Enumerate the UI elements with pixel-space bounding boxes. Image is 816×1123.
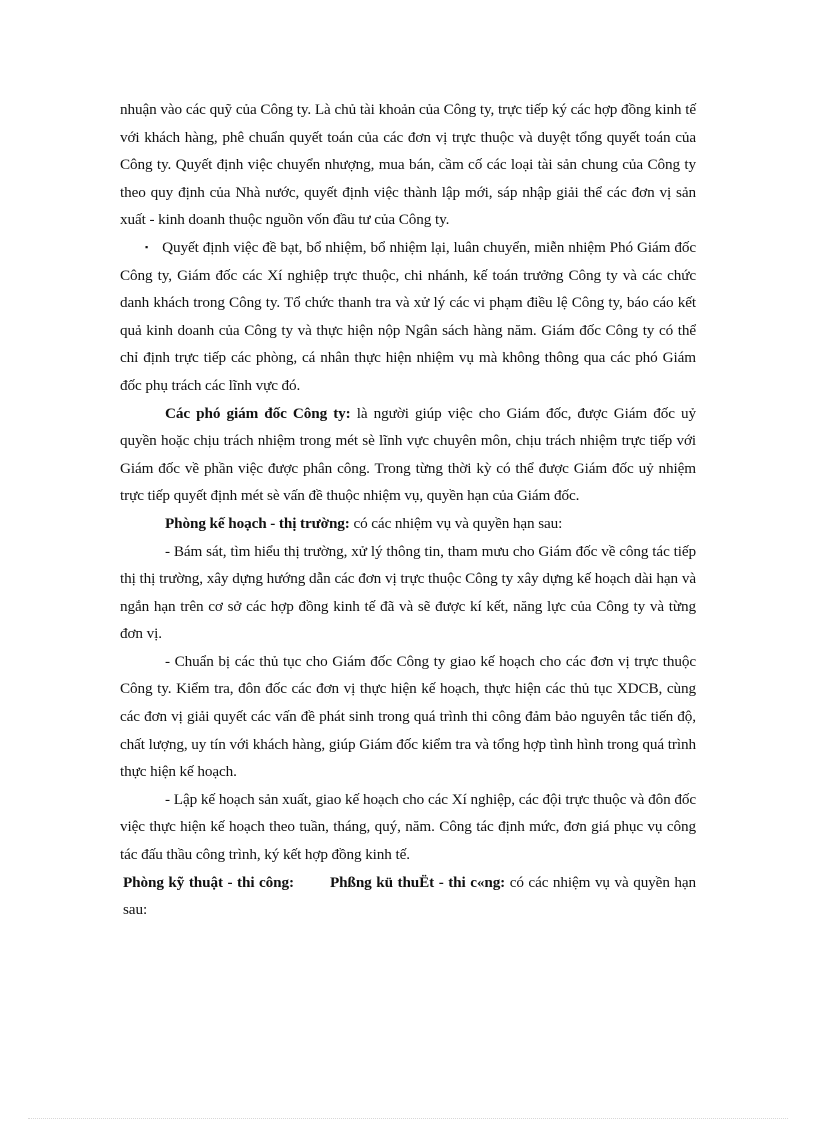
paragraph-director-duties-continued	[120, 96, 696, 234]
bullet-text: Quyết định việc đề bạt, bổ nhiệm, bổ nhiệm lại, luân chuyển, miễn nhiệm Phó Giám đốc Công ty, Giám đốc các Xí nghiệp trực thuộc, chi nhánh, kế toán trưởng Công ty và các chức danh khách trong Công ty. Tổ chức thanh tra và xử lý các vi phạm điều lệ Công ty, báo cáo kết quả kinh doanh của Công ty và thực hiện nộp Ngân sách hàng năm. Giám đốc Công ty có thể chỉ định trực tiếp các phòng, cá nhân thực hiện nhiệm vụ mà không thông qua các phó Giám đốc phụ trách các lĩnh vực đó.	[120, 238, 696, 394]
planning-duty-item	[120, 648, 696, 786]
paragraph-deputy-directors	[120, 400, 696, 510]
deputy-directors-text: là người giúp việc cho Giám đốc, được Giám đốc uỷ quyền hoặc chịu trách nhiệm trong mét sè lĩnh vực chuyên môn, chịu trách nhiệm trực tiếp với Giám đốc về phần việc được phân công. Trong từng thời kỳ có thể được Giám đốc uỷ nhiệm trực tiếp quyết định mét sè vấn đề thuộc nhiệm vụ, quyền hạn của Giám đốc.	[120, 404, 696, 505]
paragraph-planning-department	[120, 510, 696, 538]
bullet-item-appointments	[120, 234, 696, 400]
square-bullet-icon: ▪	[145, 241, 149, 252]
planning-duty-item	[120, 786, 696, 869]
planning-duty-text: - Lập kế hoạch sản xuất, giao kế hoạch cho các Xí nghiệp, các đội trực thuộc và đôn đốc việc thực hiện kế hoạch theo tuần, tháng, quý, năm. Công tác định mức, đơn giá phục vụ công tác đấu thầu công trình, ký kết hợp đồng kinh tế.	[120, 790, 696, 864]
planning-department-heading: Phòng kế hoạch - thị trường:	[165, 514, 350, 532]
deputy-directors-heading: Các phó giám đốc Công ty:	[165, 404, 351, 422]
paragraph-text: nhuận vào các quỹ của Công ty. Là chủ tài khoản của Công ty, trực tiếp ký các hợp đồng kinh tế với khách hàng, phê chuẩn quyết toán của các đơn vị trực thuộc và duyệt tổng quyết toán của Công ty. Quyết định việc chuyển nhượng, mua bán, cầm cố các loại tài sản chung của Công ty theo quy định của Nhà nước, quyết định việc thành lập mới, sáp nhập giải thể các đơn vị sản xuất - kinh doanh thuộc nguồn vốn đầu tư của Công ty.	[120, 101, 696, 229]
technical-department-heading-garbled: Phßng kü thuËt - thi c«ng:	[329, 873, 506, 891]
page-bottom-divider	[28, 1118, 788, 1119]
planning-duty-item	[120, 538, 696, 648]
planning-department-text: có các nhiệm vụ và quyền hạn sau:	[349, 514, 563, 532]
paragraph-technical-department	[120, 869, 696, 924]
technical-department-heading: Phòng kỹ thuật - thi công:	[123, 873, 294, 891]
document-body	[120, 96, 696, 924]
technical-department-text: có các nhiệm vụ và quyền hạn sau:	[123, 873, 697, 919]
planning-duty-text: - Bám sát, tìm hiểu thị trường, xử lý thông tin, tham mưu cho Giám đốc về công tác tiếp thị thị trường, xây dựng hướng dẫn các đơn vị trực thuộc Công ty xây dựng kế hoạch dài hạn và ngắn hạn trên cơ sở các hợp đồng kinh tế đã và sẽ được kí kết, năng lực của Công ty và từng đơn vị.	[120, 542, 696, 643]
planning-duty-text: - Chuẩn bị các thủ tục cho Giám đốc Công ty giao kế hoạch cho các đơn vị trực thuộc Công ty. Kiểm tra, đôn đốc các đơn vị thực hiện kế hoạch, thực hiện các thủ tục XDCB, cùng các đơn vị giải quyết các vấn đề phát sinh trong quá trình thi công đảm bảo nguyên tắc tiến độ, chất lượng, uy tín với khách hàng, giúp Giám đốc kiểm tra và tổng hợp tình hình trong quá trình thực hiện kế hoạch.	[120, 652, 696, 781]
